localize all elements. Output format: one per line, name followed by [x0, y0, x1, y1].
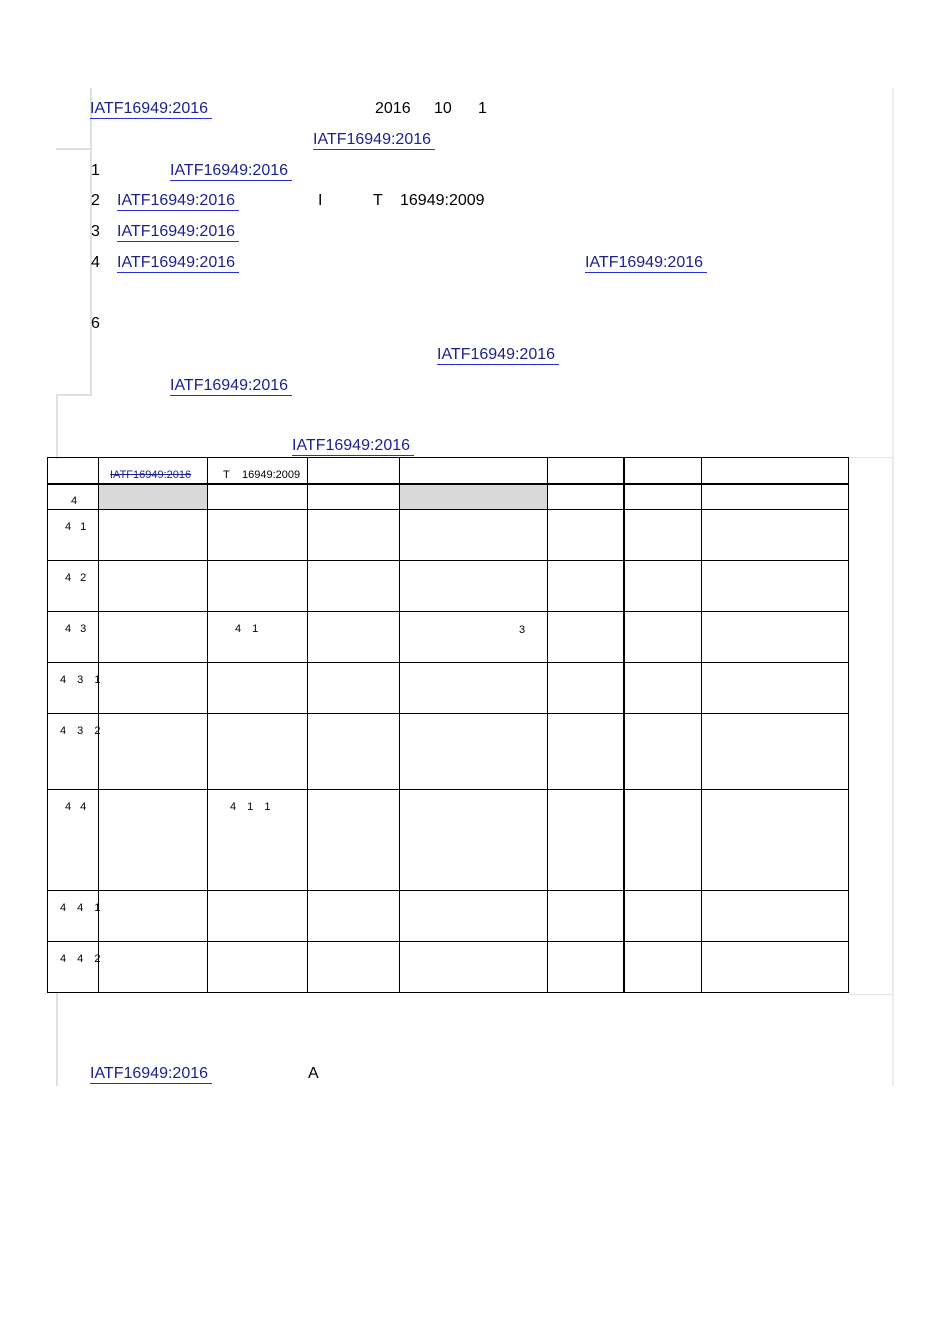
para1-day: 1 [478, 100, 487, 117]
clause-4-1: 4 1 [65, 521, 87, 533]
page-frame-left-3 [56, 394, 58, 459]
header-t: T [223, 469, 230, 481]
list-num-2: 2 [91, 192, 100, 209]
row-line-6 [48, 789, 848, 790]
page-frame-left-2 [90, 148, 92, 396]
clause-4-3: 4 3 [65, 623, 87, 635]
list-link-1[interactable]: IATF16949:2016 [170, 162, 292, 181]
clause-4-4-2: 4 4 2 [60, 953, 101, 965]
page-frame-step-2 [56, 394, 92, 396]
clause-4-3-2: 4 3 2 [60, 725, 101, 737]
page-frame-step-1 [56, 148, 92, 150]
para1-link[interactable]: IATF16949:2016 [90, 100, 212, 119]
comparison-table [47, 457, 849, 993]
page-frame-table-right [849, 457, 893, 995]
shaded-cell-2 [400, 485, 547, 509]
page-frame-left-upper [90, 88, 92, 150]
ref-4-1: 4 1 [235, 623, 259, 635]
row-line-2 [48, 560, 848, 561]
list-num-4: 4 [91, 254, 100, 271]
list-num-6: 6 [91, 315, 100, 332]
list-num-1: 1 [91, 162, 100, 179]
col-line-3 [307, 458, 308, 992]
row-line-3 [48, 611, 848, 612]
list-link-2[interactable]: IATF16949:2016 [117, 192, 239, 211]
clause-4-2: 4 2 [65, 572, 87, 584]
ref-4-1-1: 4 1 1 [230, 801, 271, 813]
col-line-7 [701, 458, 702, 992]
note-3: 3 [519, 624, 526, 636]
list-2-a: I [318, 192, 323, 209]
list-2-b: T [373, 192, 383, 209]
shaded-cell-1 [99, 485, 208, 509]
para2-link[interactable]: IATF16949:2016 [313, 131, 435, 150]
row-line-4 [48, 662, 848, 663]
header-16949-2009: 16949:2009 [242, 469, 301, 481]
col-line-5 [547, 458, 548, 992]
list-link-4b[interactable]: IATF16949:2016 [585, 254, 707, 273]
clause-4-4-1: 4 4 1 [60, 902, 101, 914]
col-line-4 [399, 458, 400, 992]
table-title-link[interactable]: IATF16949:2016 [292, 437, 414, 456]
clause-4-3-1: 4 3 1 [60, 674, 101, 686]
para1-year: 2016 [375, 100, 411, 117]
page-frame-left-bottom [56, 993, 58, 1086]
list-link-3[interactable]: IATF16949:2016 [117, 223, 239, 242]
clause-4-4: 4 4 [65, 801, 87, 813]
header-iatf: IATF16949:2016 [110, 469, 192, 481]
row-line-header [48, 483, 848, 485]
footer-link[interactable]: IATF16949:2016 [90, 1065, 212, 1084]
row-line-5 [48, 713, 848, 714]
list-num-3: 3 [91, 223, 100, 240]
footer-suffix: A [308, 1065, 319, 1082]
para4-link[interactable]: IATF16949:2016 [170, 377, 292, 396]
list-link-4[interactable]: IATF16949:2016 [117, 254, 239, 273]
para3-link[interactable]: IATF16949:2016 [437, 346, 559, 365]
list-2-c: 16949:2009 [400, 192, 485, 209]
row-line-1 [48, 509, 848, 510]
row-line-8 [48, 941, 848, 942]
para1-month: 10 [434, 100, 452, 117]
col-line-6 [623, 458, 625, 992]
col-line-2 [207, 458, 208, 992]
clause-4: 4 [71, 495, 78, 507]
row-line-7 [48, 890, 848, 891]
